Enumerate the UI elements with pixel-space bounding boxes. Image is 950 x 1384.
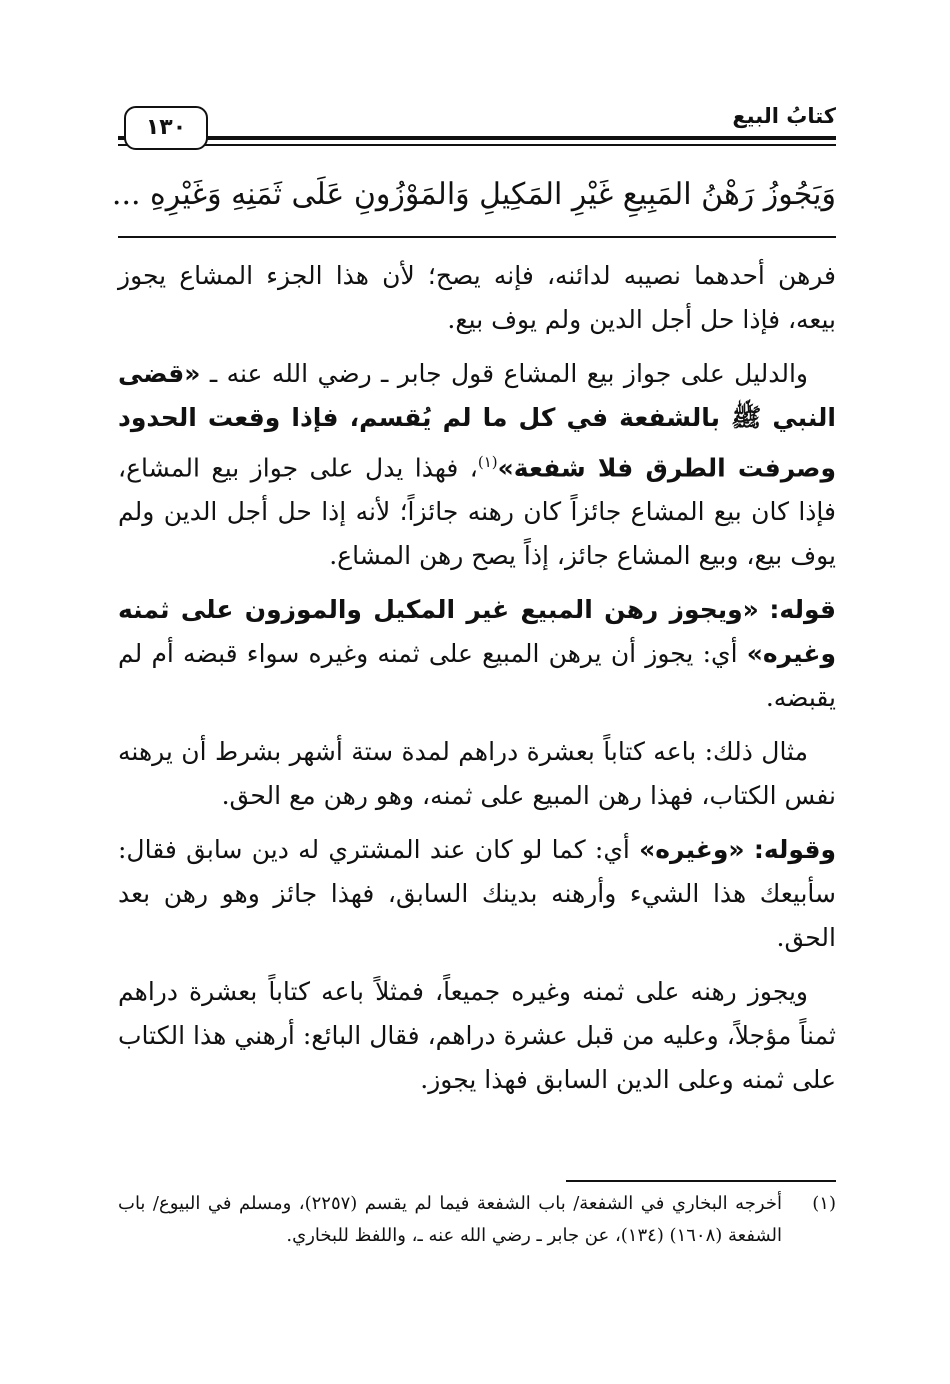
matn-divider [118, 236, 836, 238]
footnote-text: أخرجه البخاري في الشفعة/ باب الشفعة فيما لم يقسم (٢٢٥٧)، ومسلم في البيوع/ باب الشفعة (١٦٠٨) (١٣٤)، عن جابر ـ رضي الله عنه ـ، واللفظ للبخاري. [118, 1193, 782, 1246]
header-rule-thin [118, 144, 836, 146]
commentary-label: قوله: [769, 595, 836, 625]
footnote-ref: (١) [477, 453, 498, 471]
paragraph [118, 970, 836, 1102]
running-header [118, 98, 836, 154]
paragraph [118, 352, 836, 578]
paragraph-text: أي: يجوز أن يرهن المبيع على ثمنه وغيره سواء قبضه أم لم يقبضه. [118, 639, 836, 713]
paragraph-text: ويجوز رهنه على ثمنه وغيره جميعاً، فمثلاً باعه كتاباً بعشرة دراهم ثمناً مؤجلاً، وعليه من قبل عشرة دراهم، فقال البائع: أرهني هذا الكتاب على ثمنه وعلى الدين السابق فهذا يجوز. [118, 977, 836, 1095]
hadith-quote: «قضى النبي ﷺ بالشفعة في كل ما لم يُقسم، فإذا وقعت الحدود وصرفت الطرق فلا شفعة» [118, 359, 837, 483]
paragraph-text: والدليل على جواز بيع المشاع قول جابر ـ رضي الله عنه ـ [209, 359, 808, 388]
footnote-number: (١) [812, 1193, 836, 1214]
book-title: كتابُ البيع [732, 104, 836, 128]
header-rule-thick [118, 136, 836, 140]
matn-text: وَيَجُوزُ رَهْنُ المَبِيعِ غَيْرِ المَكِيلِ وَالمَوْزُونِ عَلَى ثَمَنِهِ وَغَيْرِهِ ... [111, 177, 836, 212]
paragraph [118, 588, 836, 720]
paragraph-text: أي: كما لو كان عند المشتري له دين سابق فقال: سأبيعك هذا الشيء وأرهنه بدينك السابق، فهذا جائز وهو رهن بعد الحق. [118, 835, 836, 953]
matn-quote: «ويجوز رهن المبيع غير المكيل والموزون على ثمنه وغيره» [118, 595, 836, 669]
paragraph-text: مثال ذلك: باعه كتاباً بعشرة دراهم لمدة ستة أشهر بشرط أن يرهنه نفس الكتاب، فهذا رهن المبيع على ثمنه، وهو رهن مع الحق. [118, 737, 836, 811]
footnote [118, 1188, 836, 1252]
paragraph [118, 254, 836, 342]
footnote-divider [566, 1180, 836, 1182]
footnotes [118, 1188, 836, 1252]
page-number: ١٣٠ [124, 106, 208, 150]
paragraph [118, 828, 836, 960]
paragraph [118, 730, 836, 818]
commentary-body [118, 254, 836, 1112]
commentary-label: وقوله: [753, 835, 836, 865]
paragraph-text: ، فهذا يدل على جواز بيع المشاع، فإذا كان بيع المشاع جائزاً كان رهنه جائزاً؛ لأنه إذا حل أجل الدين ولم يوف بيع، وبيع المشاع جائز، إذاً يصح رهن المشاع. [118, 453, 836, 571]
paragraph-text: فرهن أحدهما نصيبه لدائنه، فإنه يصح؛ لأن هذا الجزء المشاع يجوز بيعه، فإذا حل أجل الدين ولم يوف بيع. [118, 261, 836, 334]
matn-quote: «وغيره» [639, 835, 745, 865]
